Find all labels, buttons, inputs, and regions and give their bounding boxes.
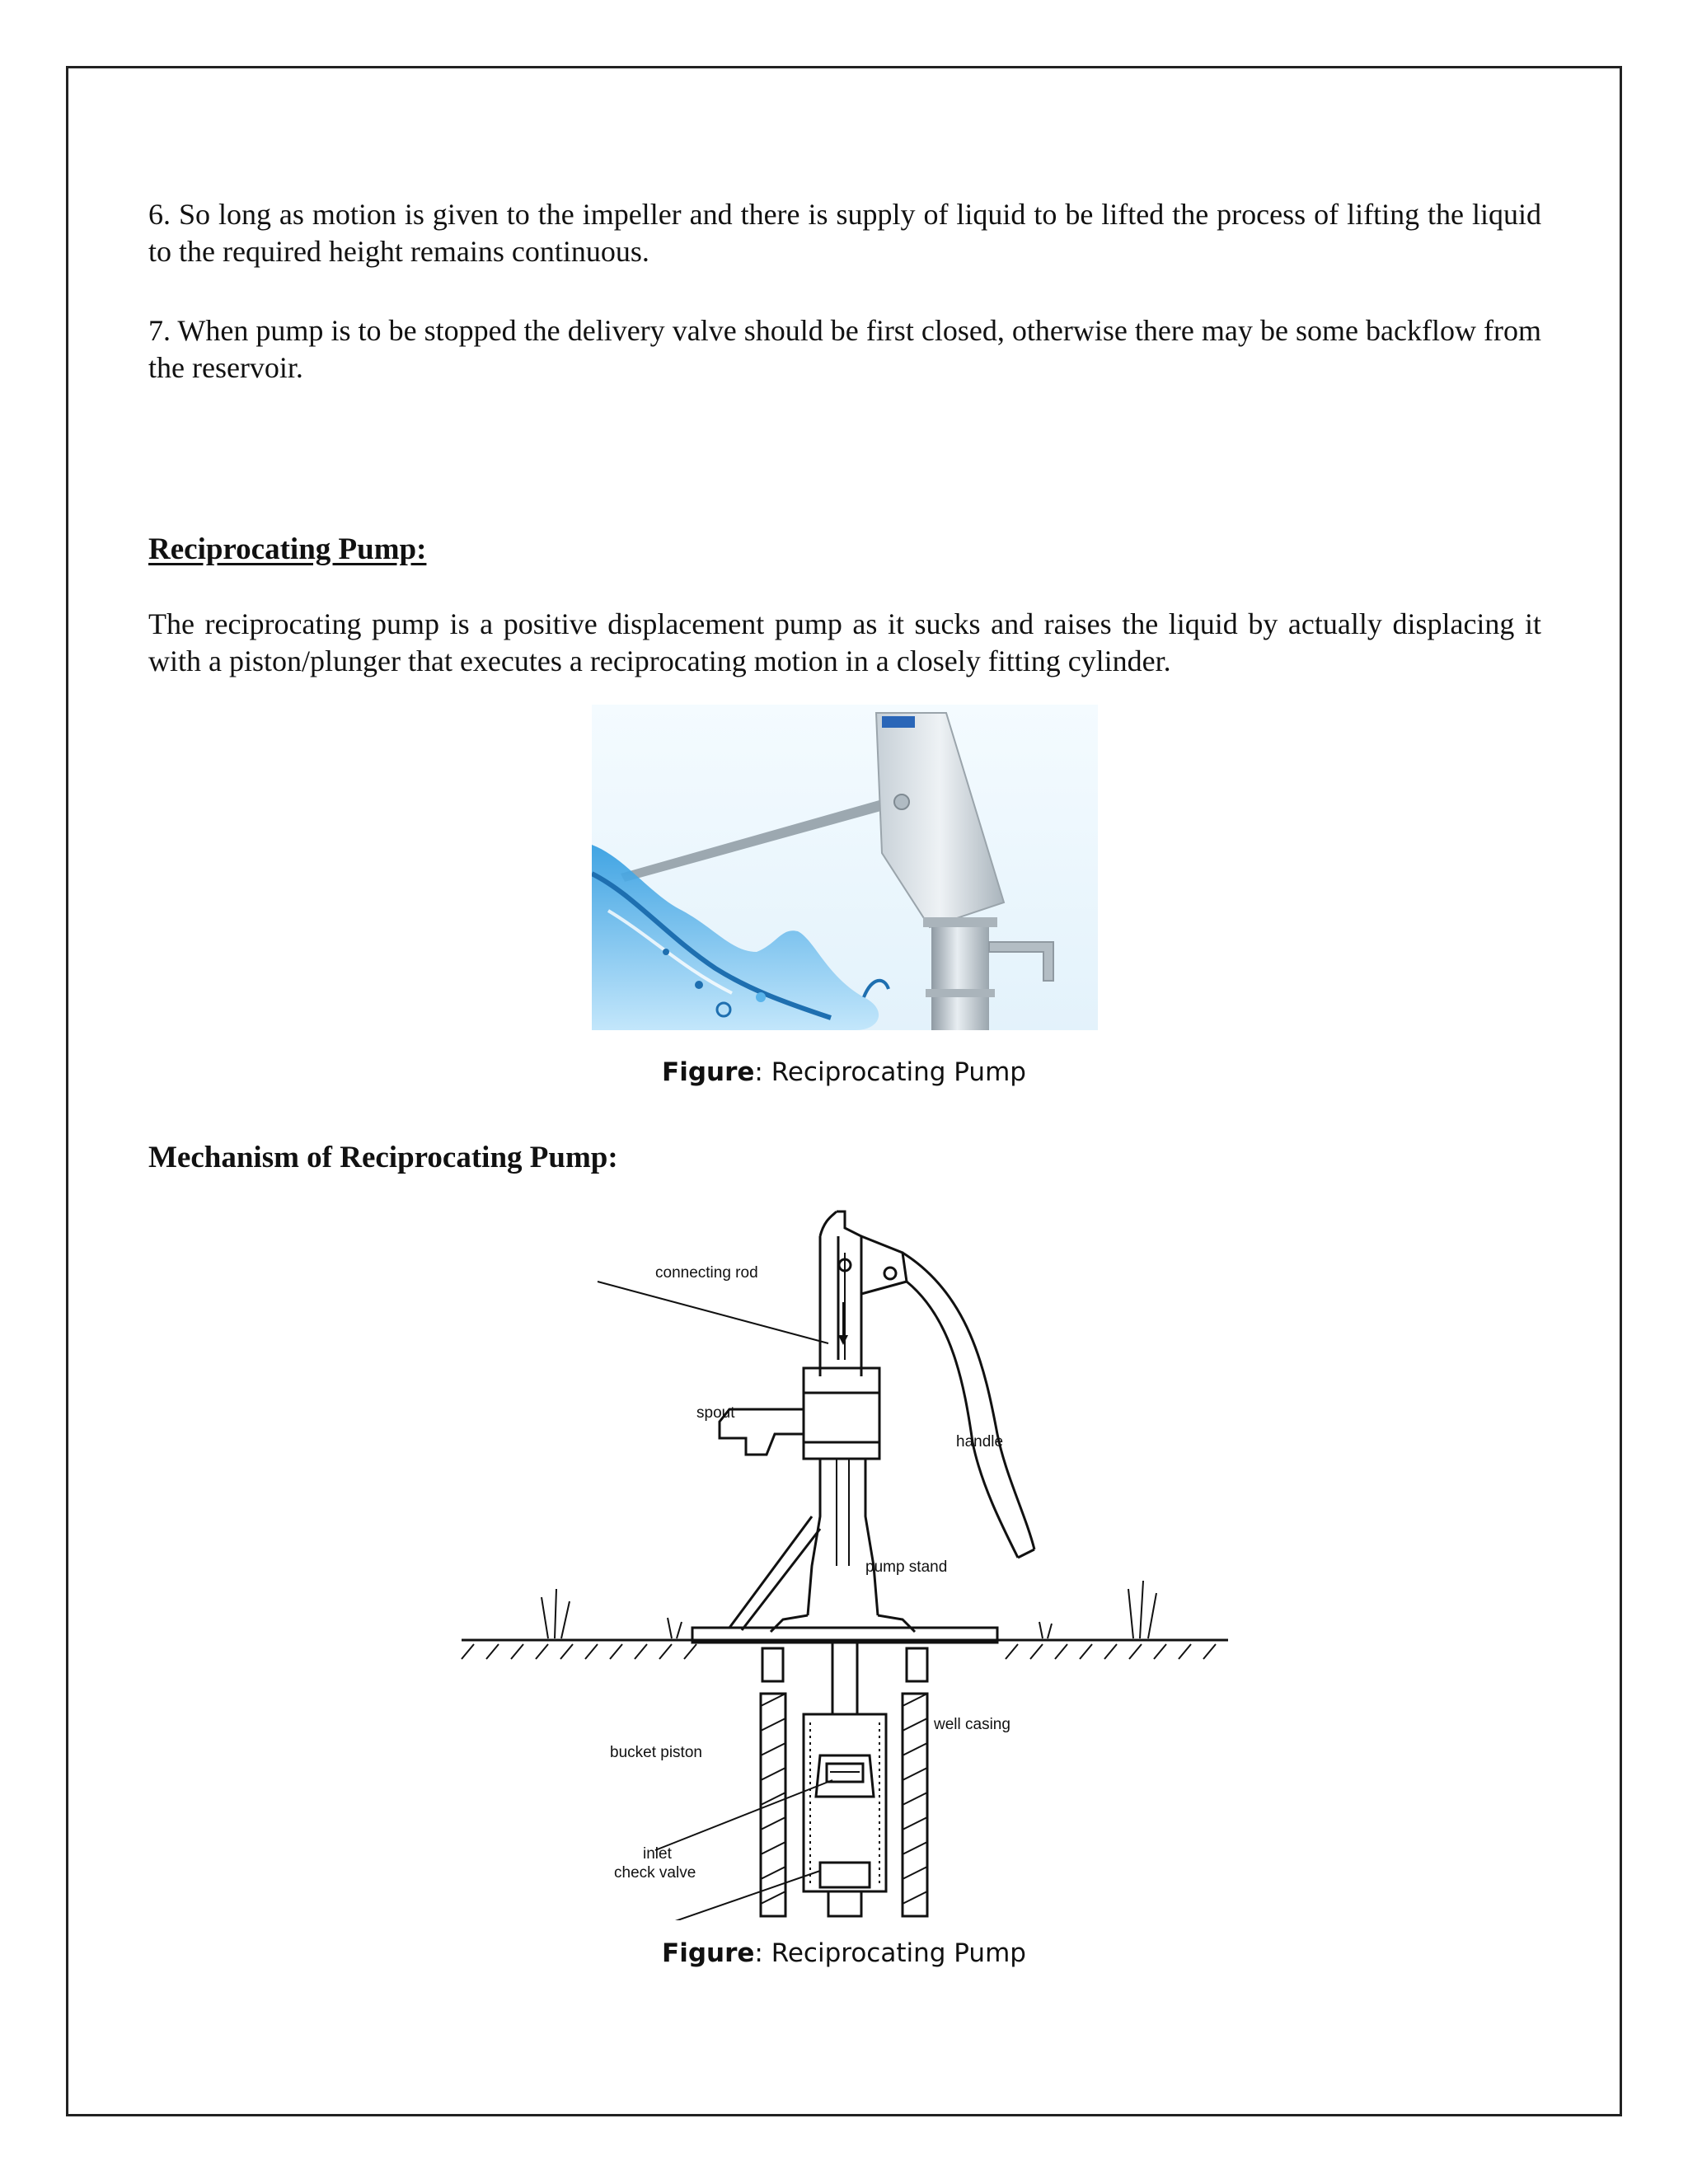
label-handle: handle — [956, 1433, 1004, 1451]
paragraph-reciprocating-pump: The reciprocating pump is a positive displacement pump as it sucks and raises the liquid by actually displacing it with a piston/plunger that executes a reciprocating motion in a closely fitting cylinder. — [148, 607, 1541, 677]
label-well-casing: well casing — [934, 1716, 1010, 1733]
reciprocating-pump-diagram — [457, 1203, 1232, 1920]
heading-mechanism: Mechanism of Reciprocating Pump: — [148, 1141, 618, 1174]
figure-caption-text: : Reciprocating Pump — [754, 1938, 1026, 1968]
hand-pump-photo — [592, 705, 1098, 1030]
paragraph-step-7: 7. When pump is to be stopped the delivery valve should be first closed, otherwise there may be some backflow from the reservoir. — [148, 314, 1541, 384]
figure-label: Figure — [662, 1057, 755, 1087]
label-check-valve: check valve — [614, 1864, 696, 1882]
label-inlet: inlet — [643, 1845, 672, 1863]
label-bucket-piston: bucket piston — [610, 1744, 702, 1761]
label-pump-stand: pump stand — [865, 1558, 948, 1576]
figure-caption-text: : Reciprocating Pump — [754, 1057, 1026, 1087]
figure-label: Figure — [662, 1938, 755, 1968]
figure-caption-2 — [0, 1938, 1688, 1968]
label-spout: spout — [696, 1404, 735, 1422]
heading-reciprocating-pump: Reciprocating Pump: — [148, 532, 427, 566]
figure-caption-1 — [0, 1057, 1688, 1087]
paragraph-step-6: 6. So long as motion is given to the impeller and there is supply of liquid to be lifted the process of lifting the liquid to the required height remains continuous. — [148, 198, 1541, 268]
label-connecting-rod: connecting rod — [655, 1264, 758, 1282]
